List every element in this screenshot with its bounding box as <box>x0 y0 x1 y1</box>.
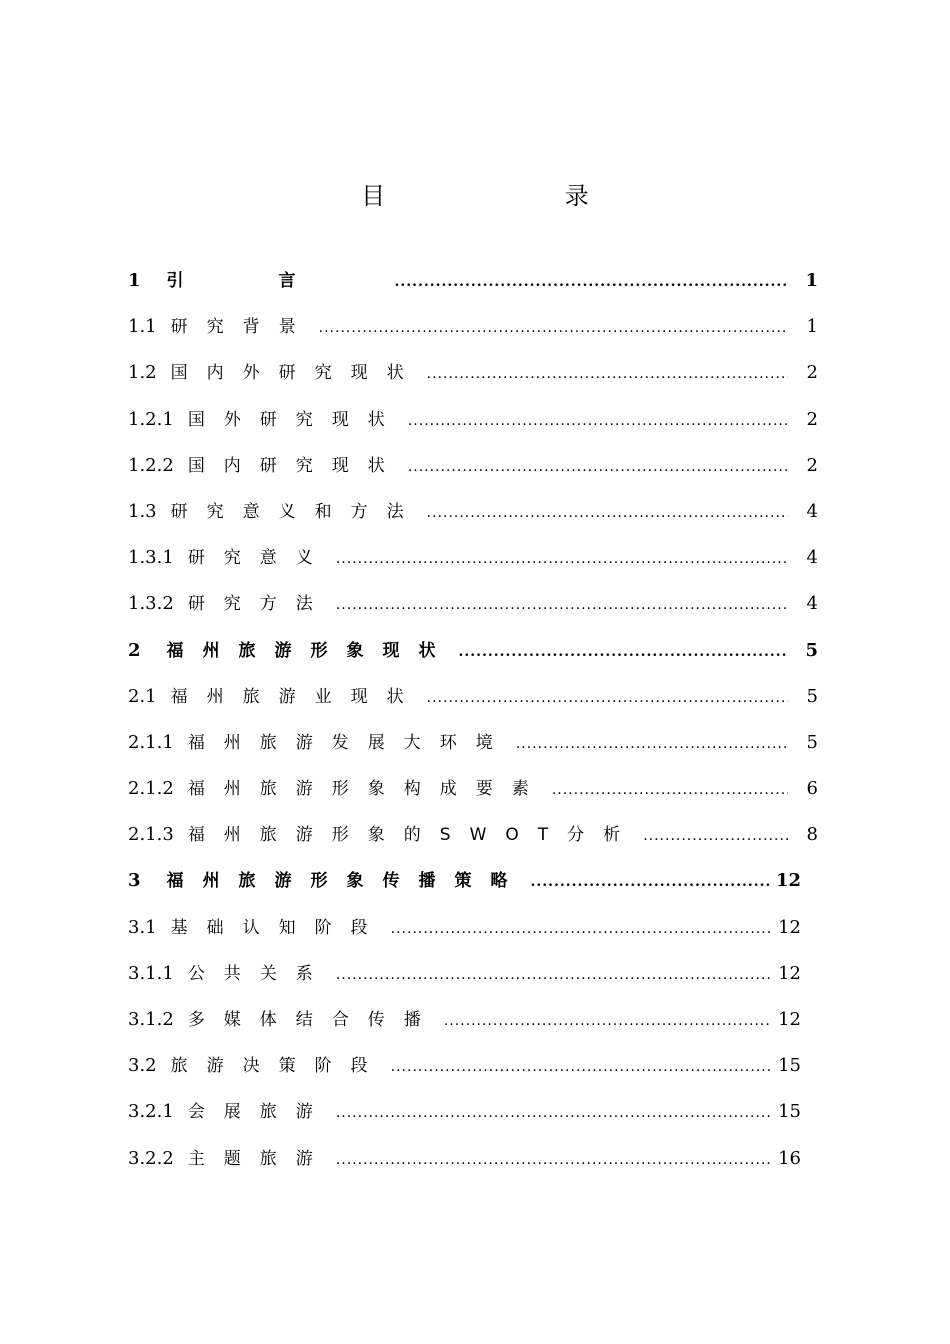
entry-number: 2.1.3 <box>128 824 174 846</box>
toc-entry-1[interactable] <box>128 266 818 312</box>
dot-leader <box>319 320 788 336</box>
dot-leader <box>444 1013 771 1029</box>
dot-leader <box>427 505 788 521</box>
entry-number: 3.1.2 <box>128 1009 174 1030</box>
dot-leader <box>336 1152 771 1168</box>
toc-entry-1-2-1[interactable] <box>128 405 818 451</box>
entry-page: 2 <box>806 454 818 476</box>
dot-leader <box>643 828 788 844</box>
toc-entry-2-1-3[interactable] <box>128 820 818 866</box>
toc-entry-1-3[interactable] <box>128 497 818 543</box>
dot-leader <box>459 644 788 660</box>
entry-title: 旅游决策阶段 <box>170 1056 387 1077</box>
entry-page: 12 <box>778 962 801 984</box>
entry-number: 2 <box>128 639 141 661</box>
dot-leader <box>336 1105 771 1121</box>
dot-leader <box>552 782 788 798</box>
dot-leader <box>336 551 788 567</box>
entry-number: 3.1.1 <box>128 962 174 984</box>
entry-page: 1 <box>805 270 818 291</box>
toc-entry-2[interactable] <box>128 636 818 682</box>
entry-number: 1.3 <box>128 500 157 522</box>
entry-title: 引言 <box>166 271 391 291</box>
entry-number: 1.2.1 <box>128 408 174 430</box>
entry-number: 3.2.2 <box>128 1147 174 1169</box>
entry-page: 6 <box>806 778 818 800</box>
entry-title: 福州旅游业现状 <box>170 686 423 707</box>
entry-page: 4 <box>806 547 818 569</box>
dot-leader <box>391 921 771 937</box>
dot-leader <box>408 413 788 429</box>
entry-title: 多媒体结合传播 <box>187 1010 440 1030</box>
entry-page: 2 <box>806 408 818 430</box>
dot-leader <box>427 366 788 382</box>
dot-leader <box>336 597 788 613</box>
entry-number: 3.2 <box>128 1055 157 1077</box>
toc-entry-2-1[interactable] <box>128 682 818 728</box>
entry-title: 研究意义 <box>187 548 332 569</box>
dot-leader <box>336 967 771 983</box>
toc-title: 目 录 <box>361 182 675 210</box>
entry-title: 基础认知阶段 <box>170 917 387 938</box>
entry-number: 2.1.1 <box>128 731 174 753</box>
table-of-contents <box>128 266 818 1190</box>
entry-page: 15 <box>778 1101 801 1123</box>
entry-number: 1.3.2 <box>128 593 174 615</box>
entry-page: 8 <box>806 824 818 846</box>
entry-page: 5 <box>805 639 818 661</box>
entry-title: 研究背景 <box>170 317 315 338</box>
entry-title: 公共关系 <box>187 963 332 984</box>
entry-page: 1 <box>806 316 818 338</box>
toc-entry-3-2-2[interactable] <box>128 1144 818 1190</box>
toc-entry-3-2[interactable] <box>128 1051 818 1097</box>
toc-entry-1-2-2[interactable] <box>128 451 818 497</box>
entry-page: 2 <box>806 362 818 384</box>
entry-number: 3.1 <box>128 916 157 938</box>
toc-entry-2-1-2[interactable] <box>128 774 818 820</box>
toc-entry-1-2[interactable] <box>128 358 818 404</box>
entry-page: 5 <box>806 731 818 753</box>
entry-page: 4 <box>806 593 818 615</box>
toc-entry-1-3-2[interactable] <box>128 589 818 635</box>
entry-page: 12 <box>775 870 801 892</box>
entry-page: 5 <box>806 685 818 707</box>
toc-entry-3-1-1[interactable] <box>128 959 818 1005</box>
entry-number: 1 <box>128 270 141 291</box>
entry-page: 15 <box>778 1055 801 1077</box>
entry-title: 国外研究现状 <box>187 409 404 430</box>
entry-title: 国内外研究现状 <box>170 363 423 384</box>
entry-number: 3 <box>128 870 141 892</box>
toc-entry-2-1-1[interactable] <box>128 728 818 774</box>
entry-title: 主题旅游 <box>187 1148 332 1169</box>
entry-number: 2.1 <box>128 685 157 707</box>
toc-entry-3[interactable] <box>128 866 818 912</box>
entry-title: 福州旅游形象的SWOT分析 <box>187 825 640 846</box>
entry-number: 2.1.2 <box>128 778 174 800</box>
toc-entry-3-2-1[interactable] <box>128 1097 818 1143</box>
toc-entry-3-1[interactable] <box>128 913 818 959</box>
entry-page: 4 <box>806 500 818 522</box>
dot-leader <box>391 1059 771 1075</box>
entry-title: 福州旅游形象传播策略 <box>166 871 527 892</box>
entry-number: 1.3.1 <box>128 547 174 569</box>
dot-leader <box>531 874 771 890</box>
dot-leader <box>427 690 788 706</box>
entry-page: 12 <box>778 916 801 938</box>
entry-title: 福州旅游形象现状 <box>166 640 455 661</box>
entry-title: 国内研究现状 <box>187 455 404 476</box>
entry-title: 研究意义和方法 <box>170 501 423 522</box>
entry-number: 3.2.1 <box>128 1101 174 1123</box>
entry-number: 1.1 <box>128 316 157 338</box>
entry-page: 12 <box>778 1009 801 1030</box>
toc-entry-3-1-2[interactable] <box>128 1005 818 1051</box>
toc-entry-1-3-1[interactable] <box>128 543 818 589</box>
dot-leader <box>408 459 788 475</box>
entry-page: 16 <box>778 1147 801 1169</box>
dot-leader <box>516 736 788 752</box>
entry-title: 福州旅游发展大环境 <box>187 732 512 753</box>
toc-entry-1-1[interactable] <box>128 312 818 358</box>
entry-title: 福州旅游形象构成要素 <box>187 779 548 800</box>
entry-number: 1.2.2 <box>128 454 174 476</box>
entry-title: 研究方法 <box>187 594 332 615</box>
dot-leader <box>395 274 788 290</box>
entry-title: 会展旅游 <box>187 1102 332 1123</box>
entry-number: 1.2 <box>128 362 157 384</box>
